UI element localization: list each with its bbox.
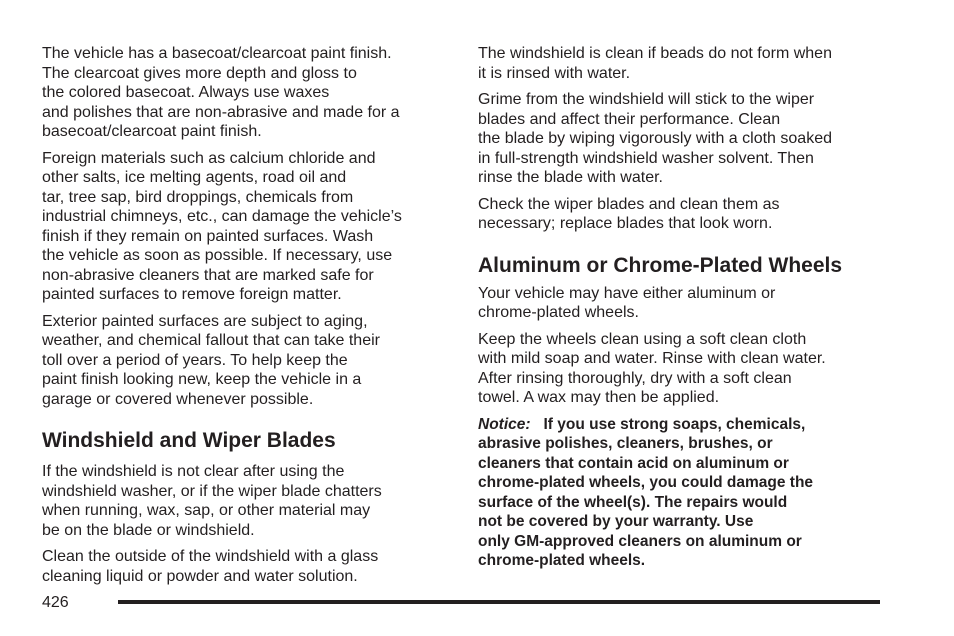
text-line: The windshield is clean if beads do not form when bbox=[478, 45, 832, 62]
paragraph bbox=[42, 462, 452, 540]
text-line: and polishes that are non-abrasive and made for a bbox=[42, 103, 400, 121]
section-heading: Windshield and Wiper Blades bbox=[42, 429, 336, 452]
text-line: with mild soap and water. Rinse with clean water. bbox=[478, 350, 826, 367]
text-line: non-abrasive cleaners that are marked safe for bbox=[42, 266, 374, 284]
paragraph bbox=[478, 284, 888, 323]
footer-rule bbox=[118, 600, 880, 604]
text-line: chrome-plated wheels. bbox=[478, 552, 646, 569]
paragraph bbox=[478, 330, 888, 408]
text-line: be on the blade or windshield. bbox=[42, 521, 255, 539]
text-line: The vehicle has a basecoat/clearcoat paint finish. bbox=[42, 45, 392, 62]
paragraph bbox=[42, 149, 452, 305]
text-line: industrial chimneys, etc., can damage the vehicle’s bbox=[42, 208, 402, 225]
page-number: 426 bbox=[42, 594, 69, 611]
paragraph bbox=[478, 90, 888, 188]
text-line: chrome-plated wheels, you could damage the bbox=[478, 474, 814, 491]
text-line: abrasive polishes, cleaners, brushes, or bbox=[478, 435, 773, 452]
text-line: windshield washer, or if the wiper blade chatters bbox=[42, 482, 382, 500]
text-line: cleaning liquid or powder and water solution. bbox=[42, 567, 358, 585]
text-line: finish if they remain on painted surfaces. Wash bbox=[42, 227, 374, 245]
text-line: chrome-plated wheels. bbox=[478, 304, 639, 321]
paragraph bbox=[42, 44, 452, 142]
text-line: cleaners that contain acid on aluminum or bbox=[478, 454, 789, 472]
text-line: other salts, ice melting agents, road oil and bbox=[42, 169, 347, 186]
text-line: weather, and chemical fallout that can take their bbox=[42, 332, 380, 349]
text-line: when running, wax, sap, or other material may bbox=[42, 502, 371, 519]
text-line: Check the wiper blades and clean them as bbox=[478, 195, 780, 213]
text-line: Keep the wheels clean using a soft clean cloth bbox=[478, 330, 807, 348]
left-column bbox=[42, 44, 452, 593]
paragraph bbox=[478, 195, 888, 234]
text-line: Your vehicle may have either aluminum or bbox=[478, 284, 776, 302]
text-line: necessary; replace blades that look worn. bbox=[478, 215, 773, 232]
text-line: toll over a period of years. To help keep the bbox=[42, 351, 348, 369]
text-line: After rinsing thoroughly, dry with a soft clean bbox=[478, 369, 792, 387]
text-line: paint finish looking new, keep the vehicle in a bbox=[42, 371, 362, 388]
paragraph bbox=[42, 312, 452, 410]
text-line: Clean the outside of the windshield with a glass bbox=[42, 548, 379, 565]
text-line: If the windshield is not clear after using the bbox=[42, 463, 345, 480]
section-heading: Aluminum or Chrome-Plated Wheels bbox=[478, 253, 843, 277]
text-line: it is rinsed with water. bbox=[478, 64, 631, 82]
text-line: basecoat/clearcoat paint finish. bbox=[42, 123, 262, 140]
text-line: the vehicle as soon as possible. If necessary, use bbox=[42, 247, 393, 264]
text-line: rinse the blade with water. bbox=[478, 169, 663, 186]
right-column bbox=[478, 44, 888, 578]
text-line: The clearcoat gives more depth and gloss to bbox=[42, 64, 357, 82]
text-line: only GM-approved cleaners on aluminum or bbox=[478, 532, 802, 550]
text-line: blades and affect their performance. Clean bbox=[478, 110, 781, 128]
text-line: in full-strength windshield washer solvent. Then bbox=[478, 149, 814, 167]
notice-label: Notice: bbox=[478, 415, 531, 433]
paragraph bbox=[478, 44, 888, 83]
text-line: Exterior painted surfaces are subject to aging, bbox=[42, 312, 368, 330]
text-line: surface of the wheel(s). The repairs would bbox=[478, 493, 788, 511]
text-line: Foreign materials such as calcium chloride and bbox=[42, 149, 376, 167]
notice-text: If you use strong soaps, chemicals, bbox=[543, 415, 806, 433]
text-line: not be covered by your warranty. Use bbox=[478, 513, 754, 530]
notice-block bbox=[478, 415, 888, 571]
text-line: the colored basecoat. Always use waxes bbox=[42, 84, 330, 101]
text-line: Grime from the windshield will stick to the wiper bbox=[478, 91, 815, 108]
text-line: tar, tree sap, bird droppings, chemicals from bbox=[42, 188, 354, 206]
text-line bbox=[478, 415, 888, 435]
text-line: towel. A wax may then be applied. bbox=[478, 389, 720, 406]
paragraph bbox=[42, 547, 452, 586]
text-line: garage or covered whenever possible. bbox=[42, 390, 314, 408]
text-line: the blade by wiping vigorously with a cloth soaked bbox=[478, 130, 832, 147]
text-line: painted surfaces to remove foreign matter. bbox=[42, 286, 342, 303]
